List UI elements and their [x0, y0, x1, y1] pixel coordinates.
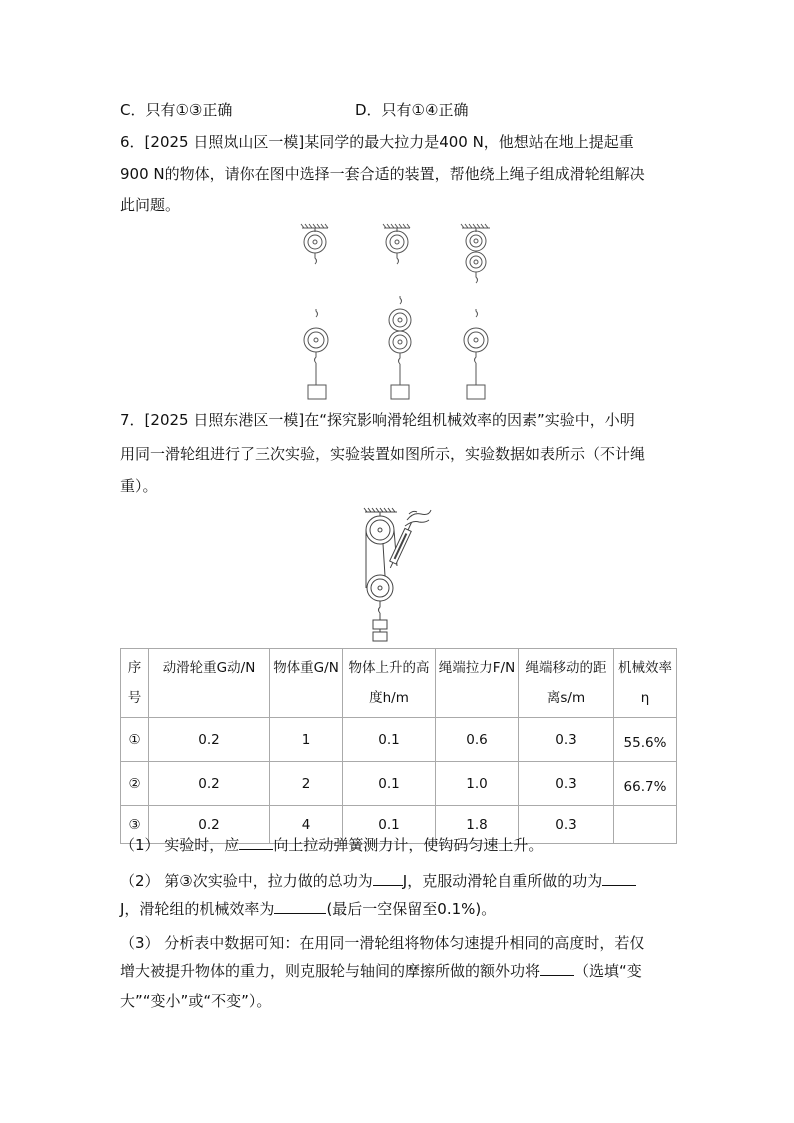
sub-question-3-line-1: （3） 分析表中数据可知：在用同一滑轮组将物体匀速提升相同的高度时，若仅 [120, 934, 645, 952]
header-cell-efficiency: 机械效率 η [614, 649, 677, 718]
sub-question-2-line-2: J，滑轮组的机械效率为 (最后一空保留至0.1%)。 [120, 900, 497, 918]
q7-line-3: 重）。 [120, 477, 158, 495]
header-cell-rope-distance: 绳端移动的距 离s/m [519, 649, 614, 718]
q6-line-2: 900 N的物体，请你在图中选择一套合适的装置，帮他绕上绳子组成滑轮组解决 [120, 165, 645, 183]
header-cell-object-weight: 物体重G/N [270, 649, 343, 718]
q7-line-1: 7．[2025 日照东港区一模]在“探究影响滑轮组机械效率的因素”实验中，小明 [120, 411, 635, 429]
answer-blank-direction[interactable] [239, 835, 273, 850]
table-row: ② 0.2 2 0.1 1.0 0.3 66.7% [121, 762, 677, 806]
q7-line-2: 用同一滑轮组进行了三次实验，实验装置如图所示，实验数据如表所示（不计绳 [120, 445, 646, 463]
option-d: D．只有①④正确 [355, 101, 469, 119]
experiment-apparatus-figure [355, 506, 435, 646]
header-cell-pull-force: 绳端拉力F/N [436, 649, 519, 718]
q6-line-1: 6．[2025 日照岚山区一模]某同学的最大拉力是400 N，他想站在地上提起重 [120, 133, 634, 151]
table-row: ③ 0.2 4 0.1 1.8 0.3 [121, 806, 677, 844]
pulley-options-figure [280, 222, 520, 407]
answer-blank-efficiency[interactable] [274, 899, 326, 914]
sub-question-3-line-2: 增大被提升物体的重力，则克服轮与轴间的摩擦所做的额外功将 （选填“变 [120, 962, 642, 980]
answer-blank-total-work[interactable] [373, 871, 403, 886]
header-cell-movable-pulley-weight: 动滑轮重G动/N [149, 649, 270, 718]
ceiling-hatch [301, 224, 490, 228]
answer-blank-change[interactable] [540, 961, 574, 976]
table-row: ① 0.2 1 0.1 0.6 0.3 55.6% [121, 718, 677, 762]
header-cell-index: 序 号 [121, 649, 149, 718]
sub-question-2-line-1: （2） 第③次实验中，拉力做的总功为 J，克服动滑轮自重所做的功为 [120, 866, 680, 896]
table-header-row [121, 649, 677, 718]
header-cell-rise-height: 物体上升的高 度h/m [343, 649, 436, 718]
sub-question-1: （1） 实验时，应 向上拉动弹簧测力计，使钩码匀速上升。 [120, 836, 544, 854]
option-c: C．只有①③正确 [120, 101, 233, 119]
sub-question-3-line-3: 大”“变小”或“不变”）。 [120, 992, 272, 1010]
answer-blank-extra-work[interactable] [602, 871, 636, 886]
q6-line-3: 此问题。 [120, 196, 181, 214]
experiment-data-table [120, 648, 677, 844]
